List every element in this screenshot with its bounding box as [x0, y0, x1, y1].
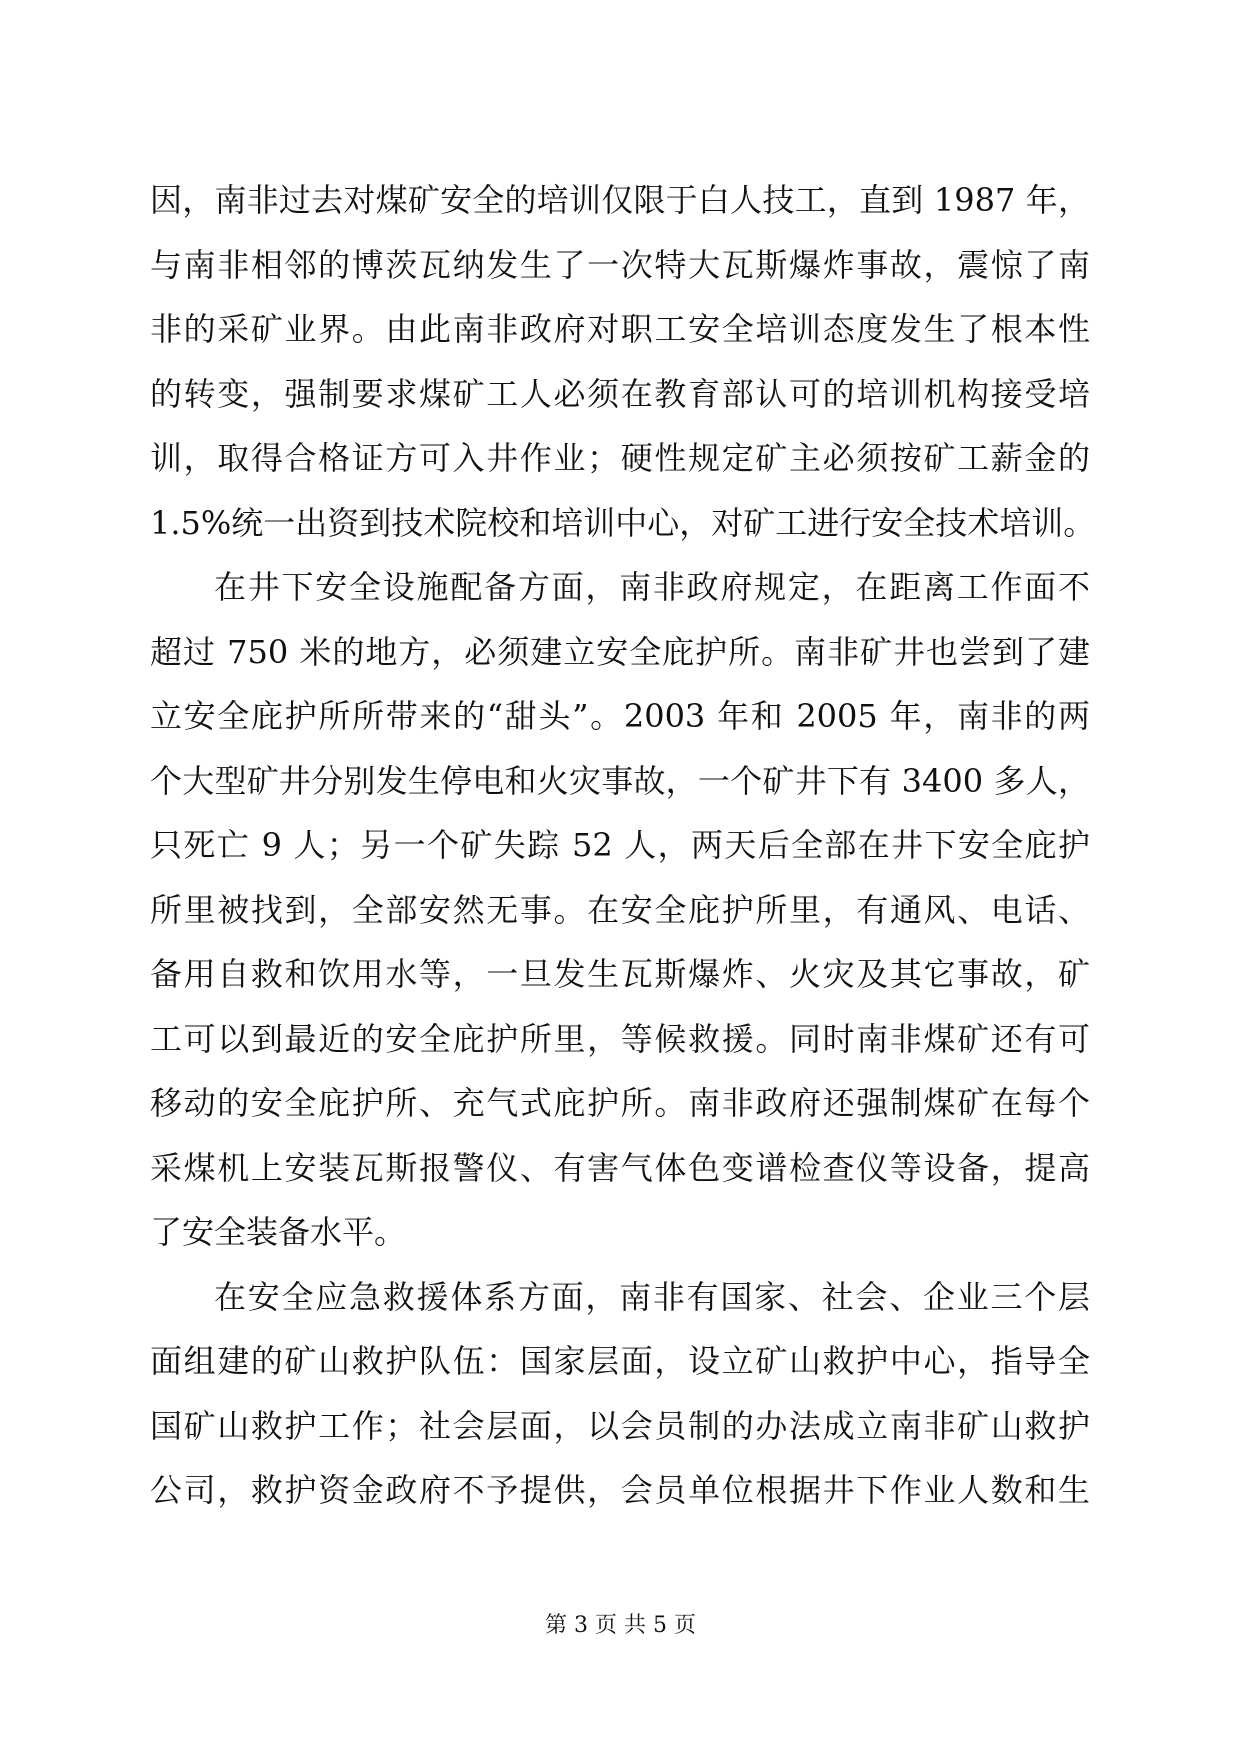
- text-line: 在安全应急救援体系方面，南非有国家、社会、企业三个层: [214, 1277, 1090, 1316]
- text-line: 的转变，强制要求煤矿工人必须在教育部认可的培训机构接受培: [150, 374, 1090, 413]
- text-line: 公司，救护资金政府不予提供，会员单位根据井下作业人数和生: [150, 1471, 1090, 1509]
- text-line: 立安全庇护所所带来的“甜头”。2003 年和 2005 年，南非的两: [150, 697, 1090, 735]
- page-footer: [0, 1611, 1241, 1641]
- text-line: 面组建的矿山救护队伍：国家层面，设立矿山救护中心，指导全: [150, 1342, 1090, 1380]
- text-line: 移动的安全庇护所、充气式庇护所。南非政府还强制煤矿在每个: [150, 1084, 1090, 1122]
- text-line: 个大型矿井分别发生停电和火灾事故，一个矿井下有 3400 多人，: [150, 761, 1090, 800]
- text-line: 工可以到最近的安全庇护所里，等候救援。同时南非煤矿还有可: [150, 1019, 1090, 1058]
- text-line: 在井下安全设施配备方面，南非政府规定，在距离工作面不: [214, 568, 1090, 606]
- text-line: 非的采矿业界。由此南非政府对职工安全培训态度发生了根本性: [150, 310, 1090, 348]
- text-line: 超过 750 米的地方，必须建立安全庇护所。南非矿井也尝到了建: [150, 632, 1090, 671]
- text-line: 备用自救和饮用水等，一旦发生瓦斯爆炸、火灾及其它事故，矿: [150, 955, 1090, 993]
- text-line: 训，取得合格证方可入井作业；硬性规定矿主必须按矿工薪金的: [150, 439, 1090, 477]
- text-line: 了安全装备水平。: [150, 1213, 407, 1251]
- text-line: 采煤机上安装瓦斯报警仪、有害气体色变谱检查仪等设备，提高: [150, 1148, 1090, 1187]
- text-line: 因，南非过去对煤矿安全的培训仅限于白人技工，直到 1987 年，: [150, 181, 1090, 219]
- text-line: 只死亡 9 人；另一个矿失踪 52 人，两天后全部在井下安全庇护: [150, 826, 1090, 864]
- text-line: 国矿山救护工作；社会层面，以会员制的办法成立南非矿山救护: [150, 1406, 1090, 1445]
- text-line: 1.5%统一出资到技术院校和培训中心，对矿工进行安全技术培训。: [150, 503, 1096, 542]
- paragraph-3: [150, 1265, 1090, 1523]
- paragraph-2: [150, 555, 1090, 1265]
- paragraph-1: [150, 168, 1096, 555]
- text-line: 与南非相邻的博茨瓦纳发生了一次特大瓦斯爆炸事故，震惊了南: [150, 245, 1090, 284]
- page-number: 第 3 页 共 5 页: [545, 1613, 696, 1638]
- document-body: [150, 168, 1096, 1523]
- text-line: 所里被找到，全部安然无事。在安全庇护所里，有通风、电话、: [150, 890, 1090, 929]
